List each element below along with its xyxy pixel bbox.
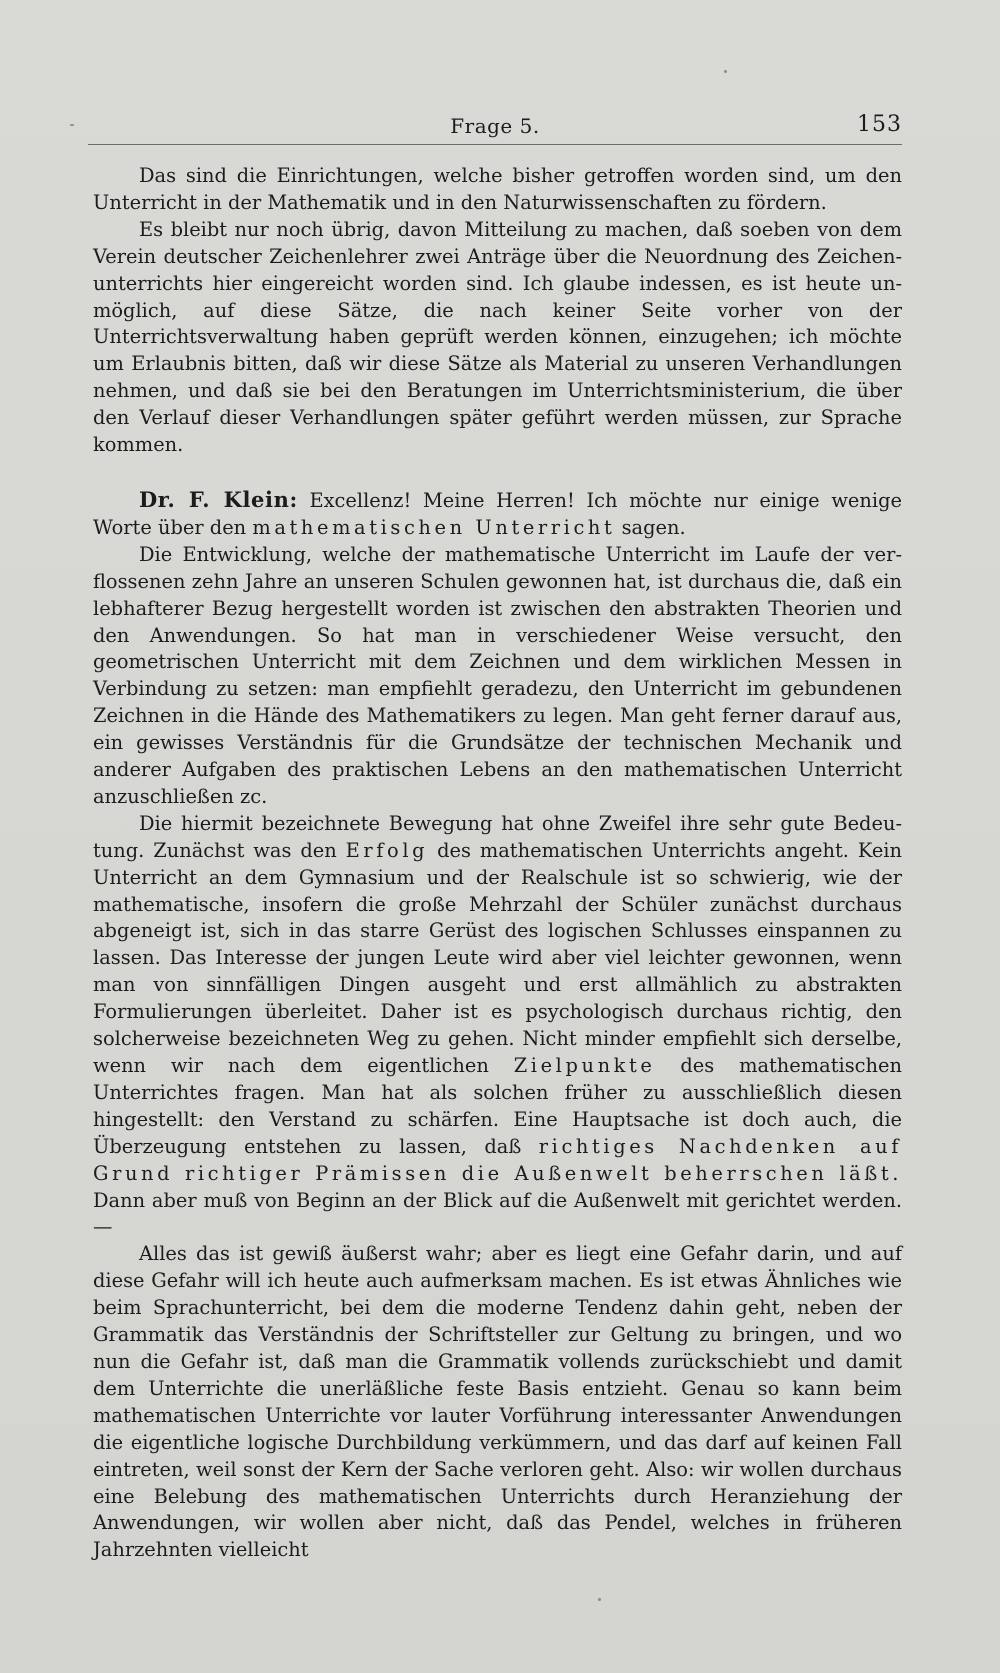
header-rule <box>88 144 902 145</box>
paragraph-text: des mathematischen Unterrichts angeht. Kein Unterricht an dem Gymnasium und der Realschule ist so schwierig, wie der mathematische, insofern die große Mehrzahl der Schüler zunächst durchaus abgeneigt ist, sich in das starre Gerüst des logischen Schlusses einspannen zu lassen. Das Interesse der jungen Leute wird aber viel leichter gewonnen, wenn man von sinnfälligen Dingen ausgeht und erst allmählich zu abstrakten Formulierungen überleitet. Daher ist es psychologisch durchaus richtig, den solcherweise bezeichneten Weg zu gehen. Nicht minder empfiehlt sich derselbe, wenn wir nach dem eigentlichen <box>93 838 902 1077</box>
emphasized-text: Zielpunkte <box>513 1054 656 1077</box>
page-number: 153 <box>857 112 902 137</box>
paragraph-text: Dann aber muß von Beginn an der Blick auf die Außenwelt mit gerichtet werden. — <box>93 1188 902 1239</box>
paper-speck <box>724 70 727 73</box>
emphasized-text: Erfolg <box>345 838 429 862</box>
running-header <box>88 108 902 142</box>
emphasized-text: richtiges Nachdenken auf Grund richtiger Prämissen die Außenwelt beherrschen läßt. <box>93 1134 902 1185</box>
body-text <box>93 163 902 1564</box>
paragraph: Die Entwicklung, welche der mathematische Unterricht im Laufe der verflossenen zehn Jahre an unseren Schulen gewonnen hat, ist durchaus die, daß ein lebhafterer Bezug hergestellt worden ist zwischen den abstrakten Theorien und den Anwendungen. So hat man in verschiedener Weise versucht, den geometrischen Unterricht mit dem Zeichnen und dem wirklichen Messen in Verbindung zu setzen: man empfiehlt geradezu, den Unterricht im gebundenen Zeichnen in die Hände des Mathematikers zu legen. Man geht ferner darauf aus, ein gewisses Verständnis für die Grundsätze der technischen Mechanik und anderer Aufgaben des praktischen Lebens an den mathematischen Unterricht anzuschließen zc. <box>93 542 902 808</box>
paragraph-text: des mathematischen Unterrichtes fragen. Man hat als solchen früher zu ausschließlich diesen hingestellt: den Verstand zu schärfen. Eine Hauptsache ist doch auch, die Überzeugung entstehen zu lassen, daß <box>93 1054 902 1158</box>
speech-paragraph <box>93 487 902 542</box>
paragraph-text: Die hiermit bezeichnete Bewegung hat ohne Zweifel ihre sehr gute Bedeutung. Zunächst was den <box>93 811 902 862</box>
paragraph: Es bleibt nur noch übrig, davon Mitteilung zu machen, daß soeben von dem Verein deutscher Zeichenlehrer zwei Anträge über die Neuordnung des Zeichenunterrichts hier eingereicht worden sind. Ich glaube indessen, es ist heute unmöglich, auf diese Sätze, die nach keiner Seite vorher von der Unterrichtsverwaltung haben geprüft werden können, einzugehen; ich möchte um Erlaubnis bitten, daß wir diese Sätze als Material zu unseren Verhandlungen nehmen, und daß sie bei den Beratungen im Unterrichtsministerium, die über den Verlauf dieser Verhandlungen später geführt werden müssen, zur Sprache kommen. <box>93 217 902 457</box>
paper-speck <box>598 1598 601 1601</box>
emphasized-text: mathematischen Unterricht <box>252 515 616 539</box>
speech-text: Excellenz! Meine Herren! Ich möchte nur einige wenige Worte über den <box>93 488 902 539</box>
paragraph: Das sind die Einrichtungen, welche bisher getroffen worden sind, um den Unterricht in der Mathematik und in den Naturwissenschaften zu fördern. <box>93 164 902 214</box>
paragraph: Alles das ist gewiß äußerst wahr; aber es liegt eine Gefahr darin, und auf diese Gefahr will ich heute auch aufmerksam machen. Es ist etwas Ähnliches wie beim Sprachunterricht, bei dem die moderne Tendenz dahin geht, neben der Grammatik das Verständnis der Schriftsteller zur Geltung zu bringen, und wo nun die Gefahr ist, daß man die Grammatik vollends zurückschiebt und damit dem Unterrichte die unerläßliche feste Basis entzieht. Genau so kann beim mathematischen Unterrichte vor lauter Vorführung interessanter Anwendungen die eigentliche logische Durchbildung verkümmern, und das darf auf keinen Fall eintreten, weil sonst der Kern der Sache verloren geht. Also: wir wollen durchaus eine Belebung des mathematischen Unterrichts durch Heranziehung der Anwendungen, wir wollen aber nicht, daß das Pendel, welches in früheren Jahrzehnten vielleicht <box>93 1242 902 1562</box>
paragraph <box>93 811 902 1242</box>
speaker-name: Dr. F. Klein: <box>139 486 298 512</box>
speech-text: sagen. <box>621 515 686 539</box>
running-title: Frage 5. <box>450 114 540 138</box>
paper-speck <box>70 124 74 126</box>
